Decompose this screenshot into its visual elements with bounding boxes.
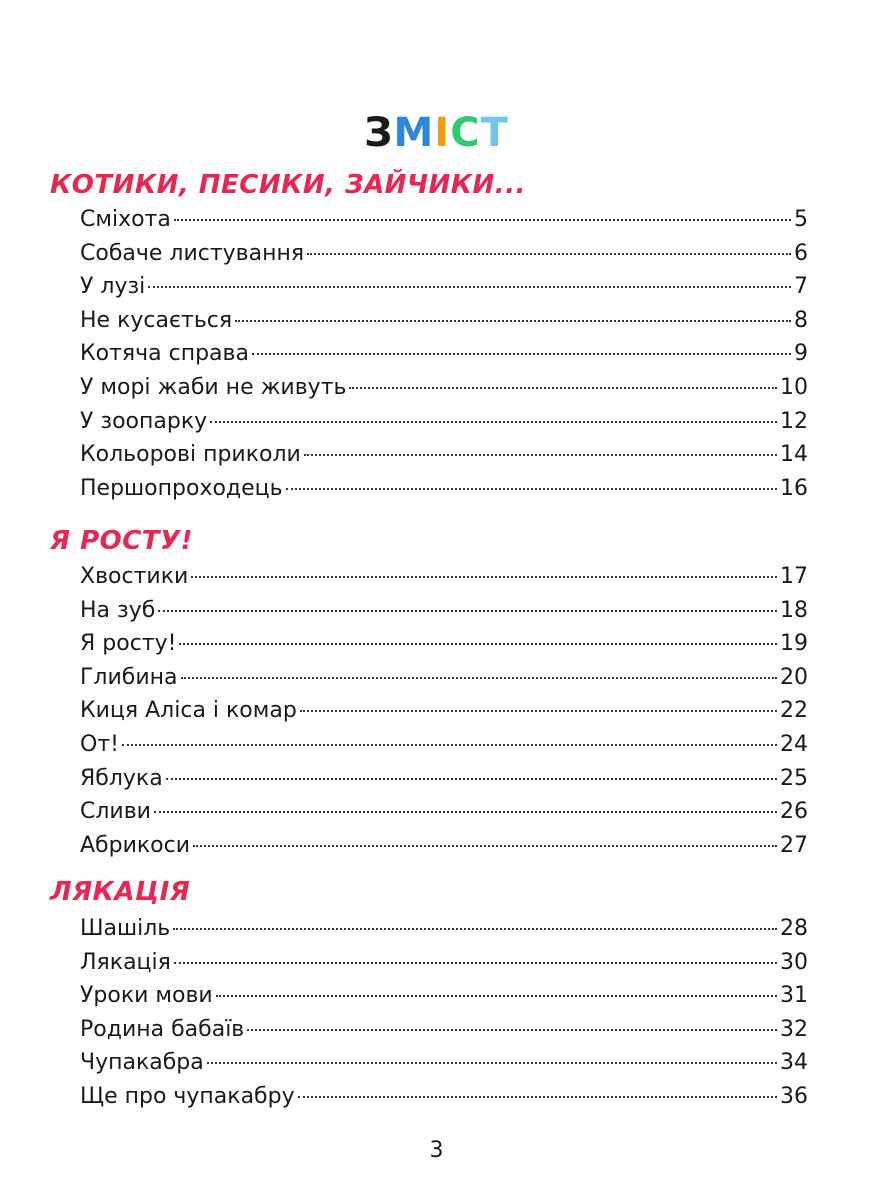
toc-entry-page: 30 — [780, 949, 808, 975]
toc-entry-page: 5 — [794, 207, 808, 232]
toc-entry-page: 10 — [780, 374, 808, 400]
toc-entry-title: У морі жаби не живуть — [80, 374, 347, 400]
title-letter: З — [364, 109, 394, 156]
toc-entry[interactable] — [80, 661, 808, 695]
toc-entry-page: 31 — [780, 983, 808, 1009]
toc-list — [80, 203, 808, 505]
dot-leader — [179, 643, 777, 645]
section-heading: КОТИКИ, ПЕСИКИ, ЗАЙЧИКИ... — [50, 170, 526, 200]
dot-leader — [173, 928, 777, 930]
section-heading: ЛЯКАЦІЯ — [50, 877, 191, 907]
toc-entry-title: Сливи — [80, 799, 151, 825]
toc-entry[interactable] — [80, 1046, 808, 1080]
toc-entry-title: Я росту! — [80, 631, 177, 657]
dot-leader — [166, 778, 777, 780]
toc-entry[interactable] — [80, 912, 808, 946]
dot-leader — [154, 811, 777, 813]
toc-entry-page: 9 — [794, 341, 808, 367]
toc-entry[interactable] — [80, 337, 808, 371]
toc-entry-title: Яблука — [80, 765, 163, 791]
toc-entry[interactable] — [80, 472, 808, 506]
dot-leader — [300, 710, 777, 712]
toc-entry-page: 24 — [780, 731, 808, 757]
toc-list — [80, 912, 808, 1114]
toc-entry[interactable] — [80, 795, 808, 829]
toc-entry[interactable] — [80, 694, 808, 728]
dot-leader — [304, 454, 777, 456]
toc-entry[interactable] — [80, 1013, 808, 1047]
dot-leader — [191, 576, 777, 578]
title-letter: С — [450, 109, 481, 156]
toc-entry-page: 14 — [780, 442, 808, 468]
page-number: 3 — [429, 1138, 444, 1163]
toc-entry-page: 28 — [780, 916, 808, 941]
toc-entry-title: Уроки мови — [80, 983, 213, 1009]
dot-leader — [174, 962, 777, 964]
toc-entry[interactable] — [80, 627, 808, 661]
toc-entry-title: Хвостики — [80, 564, 189, 589]
toc-entry-title: Собаче листування — [80, 240, 305, 266]
toc-entry-page: 27 — [780, 832, 808, 858]
toc-entry-title: Чупакабра — [80, 1050, 204, 1076]
dot-leader — [307, 253, 791, 255]
toc-entry[interactable] — [80, 829, 808, 863]
toc-entry-title: От! — [80, 731, 119, 757]
dot-leader — [235, 320, 791, 322]
toc-entry-title: Сміхота — [80, 207, 171, 232]
dot-leader — [210, 421, 777, 423]
toc-entry-title: Глибина — [80, 664, 178, 690]
toc-entry[interactable] — [80, 762, 808, 796]
toc-entry-page: 36 — [780, 1083, 808, 1109]
toc-entry[interactable] — [80, 438, 808, 472]
dot-leader — [158, 610, 777, 612]
toc-entry-title: Котяча справа — [80, 341, 249, 367]
toc-list — [80, 560, 808, 862]
toc-entry-title: Ще про чупакабру — [80, 1083, 295, 1109]
toc-entry[interactable] — [80, 371, 808, 405]
toc-entry-page: 25 — [780, 765, 808, 791]
toc-entry-page: 22 — [780, 698, 808, 724]
toc-entry[interactable] — [80, 304, 808, 338]
toc-entry-title: У зоопарку — [80, 408, 208, 434]
toc-entry-page: 8 — [794, 307, 808, 333]
section-heading: Я РОСТУ! — [50, 526, 193, 556]
dot-leader — [298, 1096, 777, 1098]
toc-entry-title: Лякація — [80, 949, 171, 975]
toc-entry[interactable] — [80, 405, 808, 439]
toc-entry-title: Родина бабаїв — [80, 1016, 245, 1042]
toc-entry-page: 18 — [780, 597, 808, 623]
dot-leader — [193, 845, 777, 847]
dot-leader — [247, 1029, 777, 1031]
title-letter: І — [434, 109, 451, 156]
toc-entry-title: На зуб — [80, 597, 156, 623]
title-letter: М — [393, 109, 435, 156]
toc-entry[interactable] — [80, 237, 808, 271]
toc-entry[interactable] — [80, 979, 808, 1013]
dot-leader — [148, 286, 791, 288]
toc-entry-page: 7 — [794, 274, 808, 300]
toc-entry-title: Шашіль — [80, 916, 171, 941]
toc-entry[interactable] — [80, 203, 808, 237]
toc-entry-title: Не кусається — [80, 307, 233, 333]
dot-leader — [252, 353, 791, 355]
page-title — [0, 109, 873, 157]
title-letter: Т — [480, 109, 509, 156]
toc-entry-title: Першопроходець — [80, 475, 283, 501]
toc-entry-page: 16 — [780, 475, 808, 501]
dot-leader — [122, 744, 777, 746]
toc-entry[interactable] — [80, 1080, 808, 1114]
toc-entry-title: Кольорові приколи — [80, 442, 301, 468]
toc-entry-page: 19 — [780, 631, 808, 657]
dot-leader — [286, 488, 777, 490]
toc-entry[interactable] — [80, 728, 808, 762]
toc-entry-page: 6 — [794, 240, 808, 266]
toc-entry-title: Абрикоси — [80, 832, 191, 858]
dot-leader — [207, 1062, 777, 1064]
toc-entry-page: 17 — [780, 564, 808, 589]
toc-entry-title: Киця Аліса і комар — [80, 698, 297, 724]
toc-entry-page: 32 — [780, 1016, 808, 1042]
toc-entry[interactable] — [80, 270, 808, 304]
toc-entry[interactable] — [80, 946, 808, 980]
toc-entry-page: 34 — [780, 1050, 808, 1076]
toc-entry-page: 20 — [780, 664, 808, 690]
toc-entry-page: 12 — [780, 408, 808, 434]
dot-leader — [174, 219, 791, 221]
toc-entry[interactable] — [80, 594, 808, 628]
toc-entry-title: У лузі — [80, 274, 146, 300]
dot-leader — [349, 387, 777, 389]
dot-leader — [181, 677, 777, 679]
toc-entry[interactable] — [80, 560, 808, 594]
toc-entry-page: 26 — [780, 799, 808, 825]
dot-leader — [216, 995, 777, 997]
